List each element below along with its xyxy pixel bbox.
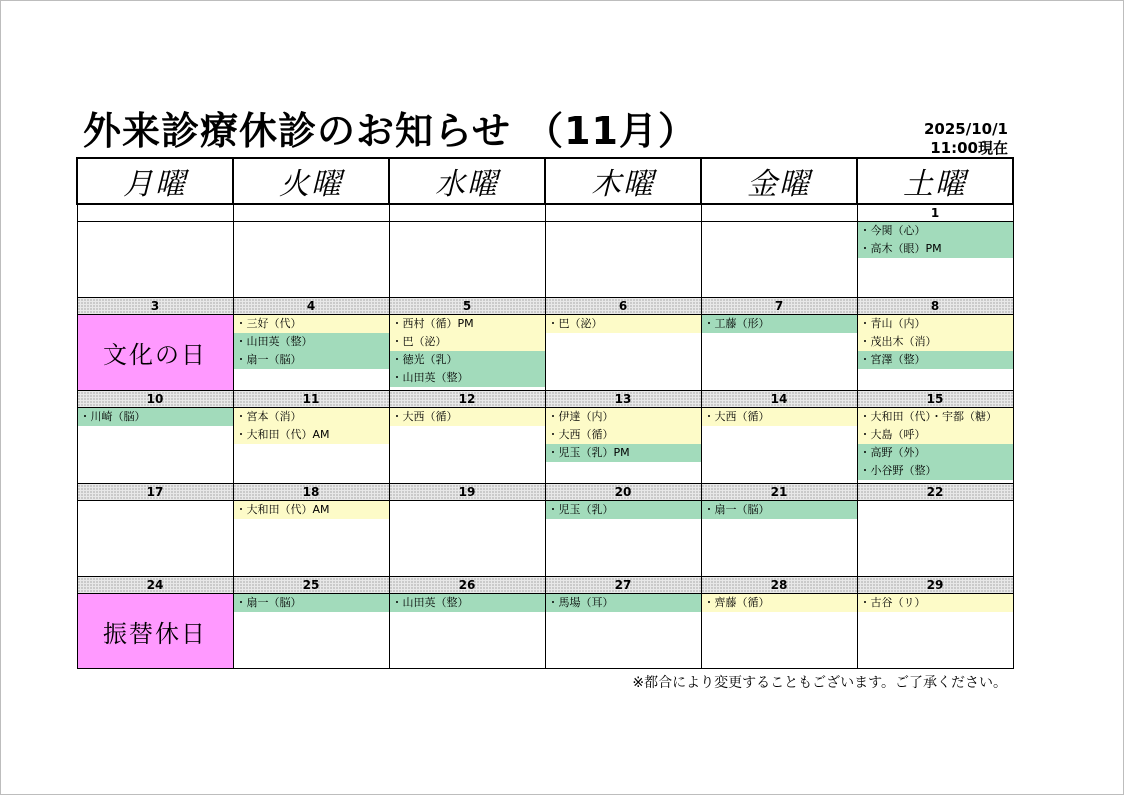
day-cell-sat [857,408,1013,484]
date-number: 27 [545,577,701,594]
closure-entry: ・巴（泌） [390,333,545,351]
closure-entry: ・扇一（脳） [702,501,857,519]
closure-entry: ・伊達（内） [546,408,701,426]
date-number: 24 [77,577,233,594]
date-number [701,204,857,222]
closure-entry: ・茂出木（消） [858,333,1013,351]
closure-entry: ・扇一（脳） [234,594,389,612]
holiday-cell [77,315,233,391]
date-number: 17 [77,484,233,501]
closure-entry: ・齊藤（循） [702,594,857,612]
week-row [77,315,1013,391]
date-row [77,204,1013,222]
closure-entry: ・大西（循） [546,426,701,444]
day-cell-thu [545,222,701,298]
closure-entry: ・高木（眼）PM [858,240,1013,258]
day-cell-tue [233,501,389,577]
date-number: 22 [857,484,1013,501]
closure-entry: ・馬場（耳） [546,594,701,612]
day-cell-fri [701,222,857,298]
date-number [545,204,701,222]
week-row [77,408,1013,484]
day-cell-mon [77,408,233,484]
closure-entry: ・川崎（脳） [78,408,233,426]
week-row [77,501,1013,577]
as-of-date: 2025/10/1 [923,120,1008,138]
as-of-stamp [924,120,1008,158]
day-cell-fri [701,501,857,577]
weekday-header-sat: 土曜 [857,158,1013,204]
date-number [77,204,233,222]
page-title: 外来診療休診のお知らせ （11月） [83,109,697,153]
closure-calendar [76,157,1014,669]
day-cell-thu [545,594,701,669]
closure-entry: ・児玉（乳） [546,501,701,519]
day-cell-sat [857,315,1013,391]
date-number: 10 [77,391,233,408]
weekday-header-mon: 月曜 [77,158,233,204]
date-number [389,204,545,222]
date-number: 14 [701,391,857,408]
weekday-header-row [77,158,1013,204]
date-number: 12 [389,391,545,408]
date-number: 21 [701,484,857,501]
week-row [77,594,1013,669]
weekday-header-fri: 金曜 [701,158,857,204]
day-cell-wed [389,222,545,298]
closure-entry: ・西村（循）PM [390,315,545,333]
closure-entry: ・大島（呼） [858,426,1013,444]
day-cell-sat [857,594,1013,669]
day-cell-thu [545,315,701,391]
holiday-cell [77,594,233,669]
closure-entry: ・巴（泌） [546,315,701,333]
date-number: 3 [77,298,233,315]
day-cell-wed [389,594,545,669]
date-number: 8 [857,298,1013,315]
day-cell-thu [545,408,701,484]
day-cell-fri [701,315,857,391]
day-cell-tue [233,594,389,669]
date-number: 20 [545,484,701,501]
date-number: 6 [545,298,701,315]
date-row [77,577,1013,594]
weekday-header-thu: 木曜 [545,158,701,204]
weekday-header-tue: 火曜 [233,158,389,204]
closure-entry: ・古谷（リ） [858,594,1013,612]
day-cell-wed [389,315,545,391]
closure-entry: ・大西（循） [390,408,545,426]
closure-entry: ・児玉（乳）PM [546,444,701,462]
day-cell-wed [389,501,545,577]
day-cell-tue [233,315,389,391]
closure-entry: ・扇一（脳） [234,351,389,369]
week-row [77,222,1013,298]
day-cell-wed [389,408,545,484]
day-cell-mon [77,222,233,298]
day-cell-tue [233,408,389,484]
closure-entry: ・今関（心） [858,222,1013,240]
closure-entry: ・大和田（代）AM [234,501,389,519]
date-number: 28 [701,577,857,594]
date-number [233,204,389,222]
date-number: 29 [857,577,1013,594]
closure-entry: ・大和田（代）AM [234,426,389,444]
closure-entry: ・山田英（整） [234,333,389,351]
closure-entry: ・山田英（整） [390,594,545,612]
date-row [77,391,1013,408]
holiday-label: 振替休日 [103,619,207,648]
date-row [77,298,1013,315]
footnote: ※都合により変更することもございます。ご了承ください。 [632,675,1007,691]
date-number: 13 [545,391,701,408]
closure-entry: ・高野（外） [858,444,1013,462]
day-cell-thu [545,501,701,577]
date-number: 19 [389,484,545,501]
day-cell-sat [857,222,1013,298]
holiday-label: 文化の日 [103,341,207,369]
closure-entry: ・宮澤（整） [858,351,1013,369]
day-cell-tue [233,222,389,298]
date-number: 1 [857,204,1013,222]
closure-entry: ・工藤（形） [702,315,857,333]
closure-entry: ・大和田（代）・宇都（糖） [858,408,1013,426]
date-number: 11 [233,391,389,408]
closure-entry: ・徳光（乳） [390,351,545,369]
closure-entry: ・三好（代） [234,315,389,333]
date-number: 18 [233,484,389,501]
day-cell-fri [701,408,857,484]
date-row [77,484,1013,501]
date-number: 26 [389,577,545,594]
day-cell-mon [77,501,233,577]
date-number: 15 [857,391,1013,408]
closure-entry: ・青山（内） [858,315,1013,333]
closure-entry: ・山田英（整） [390,369,545,387]
closure-entry: ・宮本（消） [234,408,389,426]
date-number: 4 [233,298,389,315]
closure-entry: ・大西（循） [702,408,857,426]
date-number: 7 [701,298,857,315]
date-number: 25 [233,577,389,594]
day-cell-sat [857,501,1013,577]
closure-entry: ・小谷野（整） [858,462,1013,480]
weekday-header-wed: 水曜 [389,158,545,204]
day-cell-fri [701,594,857,669]
date-number: 5 [389,298,545,315]
as-of-time: 11:00現在 [930,139,1008,157]
